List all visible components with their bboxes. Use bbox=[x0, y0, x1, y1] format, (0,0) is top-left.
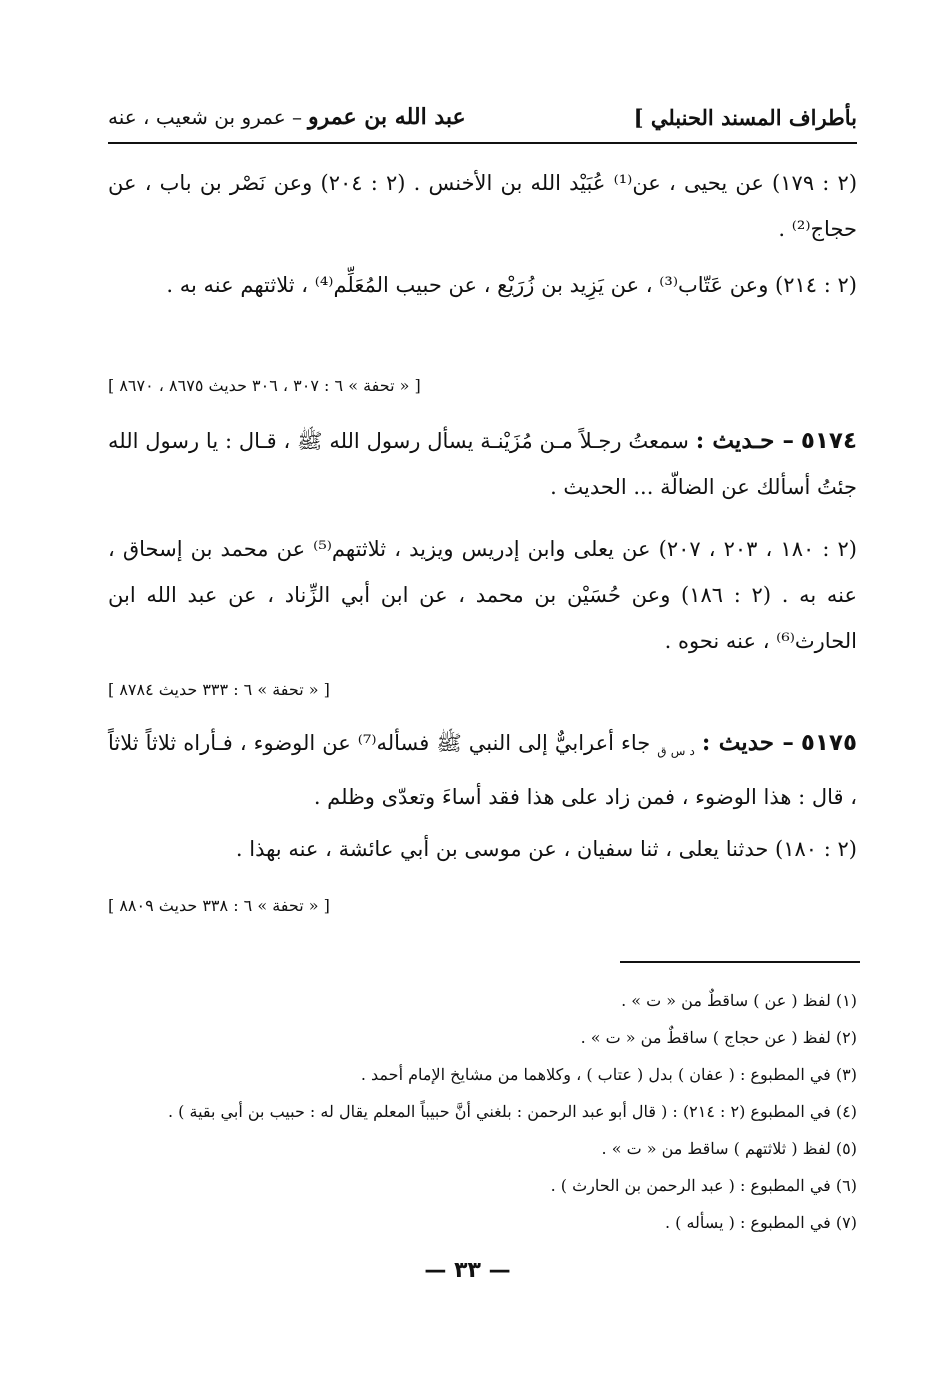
paragraph-2 bbox=[108, 262, 857, 308]
companion-name: عبد الله بن عمرو bbox=[308, 104, 466, 130]
companion-chain: – عمرو بن شعيب ، عنه bbox=[108, 105, 302, 129]
footnote-divider bbox=[620, 961, 860, 963]
hadith-number: ٥١٧٤ bbox=[800, 428, 857, 454]
hadith-sigla: د س ق bbox=[657, 744, 695, 759]
page-number: — ٣٣ — bbox=[424, 1258, 511, 1283]
paragraph-2-text: (٢ : ٢١٤) وعن عَتّاب⁽³⁾ ، عن يَزِيد بن زُرَيْع ، عن حبيب المُعَلِّم⁽⁴⁾ ، ثلاثتهم عنه به . bbox=[166, 273, 857, 297]
hadith-5175 bbox=[108, 720, 857, 820]
tuhfa-reference-2: [ « تحفة » ٦ : ٣٣٣ حديث ٨٧٨٤ ] bbox=[108, 680, 330, 699]
paragraph-4-text: (٢ : ١٨٠) حدثنا يعلى ، ثنا سفيان ، عن موسى بن أبي عائشة ، عنه بهذا . bbox=[235, 837, 857, 861]
paragraph-3 bbox=[108, 526, 857, 664]
running-header bbox=[108, 96, 857, 138]
footnotes bbox=[108, 982, 857, 1241]
paragraph-1-text: (٢ : ١٧٩) عن يحيى ، عن⁽¹⁾ عُبَيْد الله بن الأخنس . (٢ : ٢٠٤) وعن نَصْر بن باب ، عن حجاج⁽²⁾ . bbox=[108, 171, 858, 241]
hadith-number: ٥١٧٥ bbox=[800, 730, 858, 756]
book-title-text: بأطراف المسند الحنبلي ] bbox=[633, 104, 857, 130]
footnote-5: (٥) لفظ ( ثلاثتهم ) ساقط من « ت » . bbox=[601, 1139, 857, 1158]
paragraph-1 bbox=[108, 160, 857, 252]
footnote-1: (١) لفظ ( عن ) ساقطٌ من « ت » . bbox=[621, 991, 857, 1010]
hadith-5174 bbox=[108, 418, 857, 510]
hadith-label: – حديث : bbox=[701, 729, 794, 756]
paragraph-3-text: (٢ : ١٨٠ ، ٢٠٣ ، ٢٠٧) عن يعلى وابن إدريس ويزيد ، ثلاثتهم⁽⁵⁾ عن محمد بن إسحاق ، عنه به . (٢ : ١٨٦) وعن حُسَيْن بن محمد ، عن ابن أبي الزِّناد ، عن عبد الله ابن الحارث⁽⁶⁾ ، عنه نحوه . bbox=[108, 537, 858, 653]
header-book-title bbox=[634, 105, 857, 130]
hadith-text: سمعتُ رجـلاً مـن مُزَيْنـة يسأل رسول الله ﷺ ، قـال : يا رسول الله جئتُ أسألك عن الضالّة ... الحديث . bbox=[108, 429, 857, 499]
tuhfa-reference-3: [ « تحفة » ٦ : ٣٣٨ حديث ٨٨٠٩ ] bbox=[108, 896, 330, 915]
footnote-4: (٤) في المطبوع (٢ : ٢١٤) : ( قال أبو عبد الرحمن : بلغني أنَّ حبيباً المعلم يقال له : حبيب بن أبي بقية ) . bbox=[168, 1102, 857, 1121]
header-companion bbox=[108, 104, 466, 130]
paragraph-4 bbox=[108, 826, 857, 872]
footnote-6: (٦) في المطبوع : ( عبد الرحمن بن الحارث ) . bbox=[550, 1176, 857, 1195]
footnote-2: (٢) لفظ ( عن حجاج ) ساقطٌ من « ت » . bbox=[580, 1028, 857, 1047]
header-divider bbox=[108, 142, 857, 144]
tuhfa-reference-1: [ « تحفة » ٦ : ٣٠٧ ، ٣٠٦ حديث ٨٦٧٥ ، ٨٦٧٠ ] bbox=[108, 376, 421, 395]
hadith-text: جاء أعرابيٌّ إلى النبي ﷺ فسأله⁽⁷⁾ عن الوضوء ، فـأراه ثلاثاً ثلاثاً ، قال : هذا الوضوء ، فمن زاد على هذا فقد أساءَ وتعدّى وظلم . bbox=[108, 731, 857, 810]
footnote-3: (٣) في المطبوع : ( عفان ) بدل ( عتاب ) ، وكلاهما من مشايخ الإمام أحمد . bbox=[360, 1065, 857, 1084]
footnote-7: (٧) في المطبوع : ( يسأله ) . bbox=[664, 1213, 857, 1232]
hadith-label: – حـديث : bbox=[695, 427, 794, 454]
